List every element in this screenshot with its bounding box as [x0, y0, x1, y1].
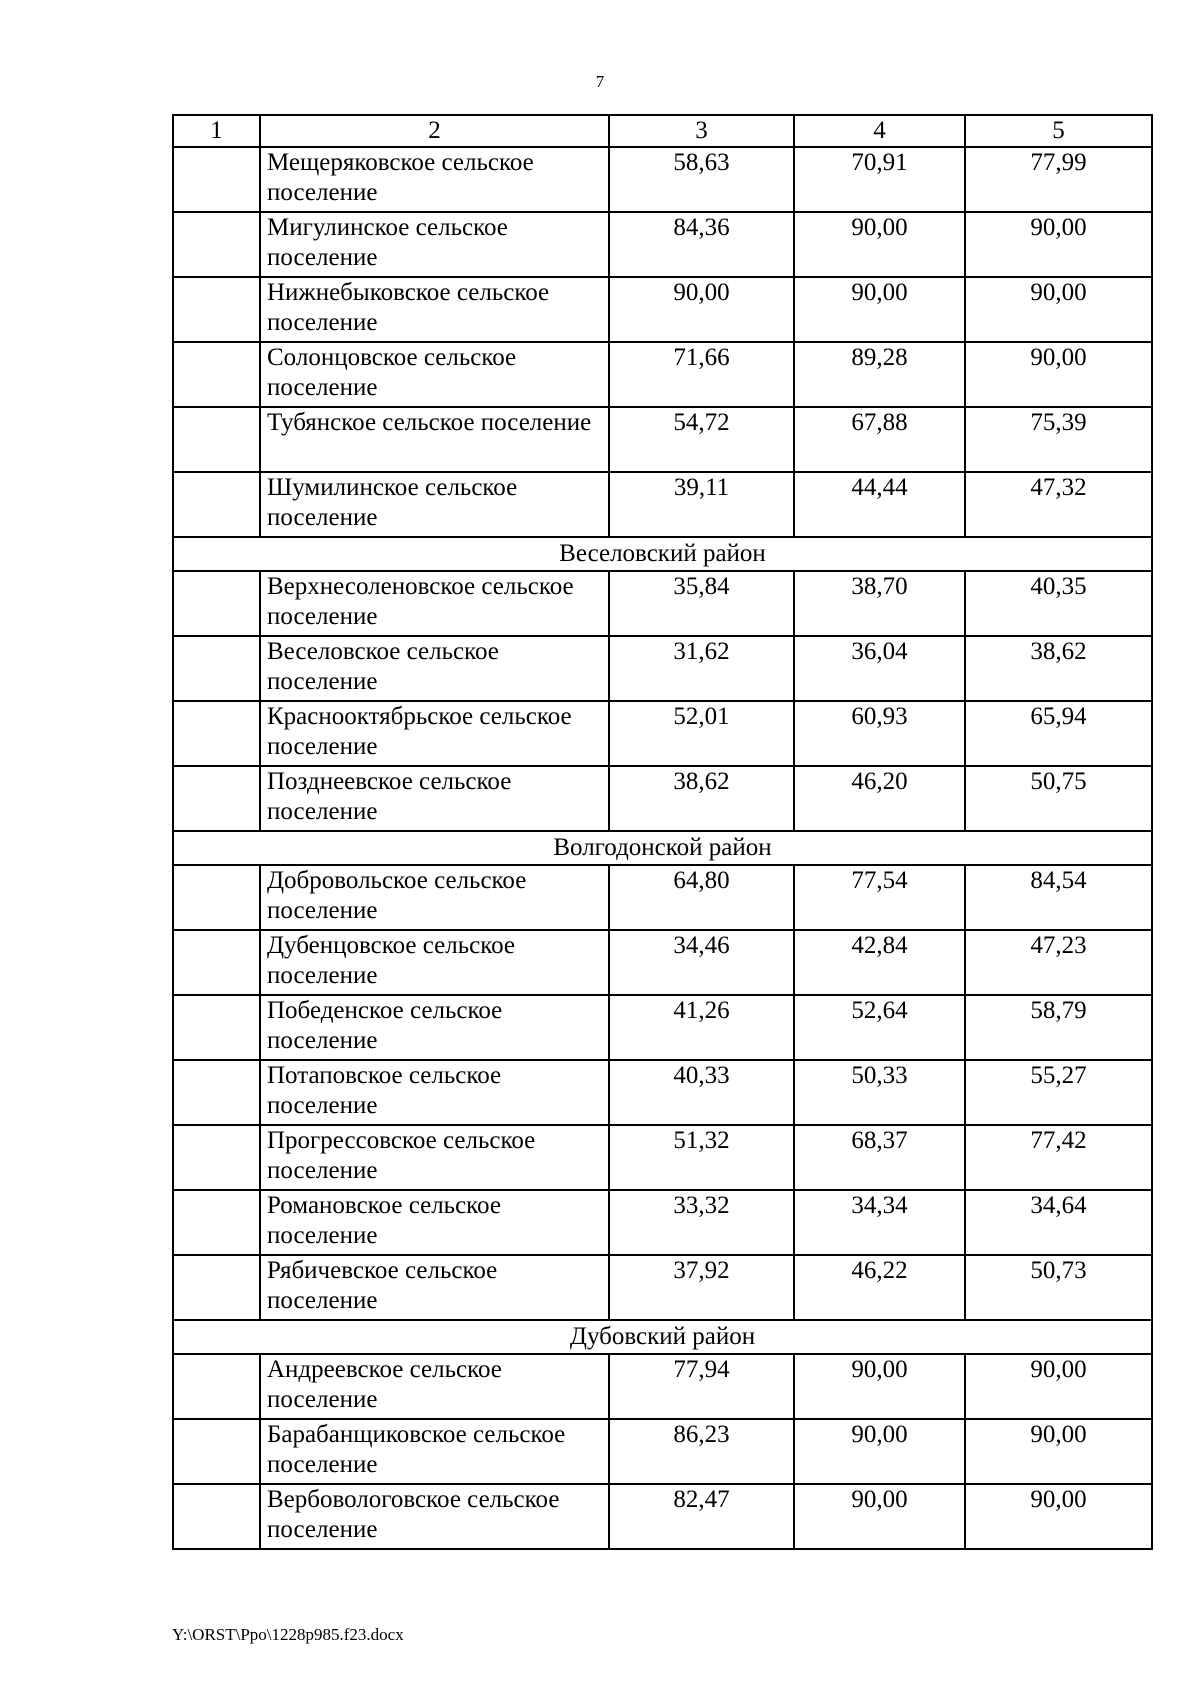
value-cell-v4: 89,28: [794, 342, 965, 407]
row-index-cell: [173, 277, 260, 342]
table-row: [173, 865, 1152, 930]
table-row: [173, 212, 1152, 277]
value-cell-v4: 34,34: [794, 1190, 965, 1255]
table-row: [173, 636, 1152, 701]
value-cell-v4: 90,00: [794, 212, 965, 277]
table-row: [173, 766, 1152, 831]
column-header: 5: [965, 115, 1152, 147]
value-cell-v5: 38,62: [965, 636, 1152, 701]
value-cell-v4: 46,22: [794, 1255, 965, 1320]
table-row: [173, 995, 1152, 1060]
value-cell-v4: 67,88: [794, 407, 965, 472]
value-cell-v4: 68,37: [794, 1125, 965, 1190]
settlement-name-cell: Победенское сельское поселение: [260, 995, 609, 1060]
value-cell-v5: 50,73: [965, 1255, 1152, 1320]
section-title: Веселовский район: [173, 537, 1152, 571]
row-index-cell: [173, 472, 260, 537]
value-cell-v3: 40,33: [609, 1060, 794, 1125]
table-row: [173, 147, 1152, 212]
settlement-name-cell: Нижнебыковское сельское поселение: [260, 277, 609, 342]
value-cell-v3: 39,11: [609, 472, 794, 537]
value-cell-v4: 46,20: [794, 766, 965, 831]
table-header-row: [173, 115, 1152, 147]
value-cell-v3: 84,36: [609, 212, 794, 277]
value-cell-v5: 47,23: [965, 930, 1152, 995]
row-index-cell: [173, 1125, 260, 1190]
value-cell-v5: 50,75: [965, 766, 1152, 831]
value-cell-v5: 40,35: [965, 571, 1152, 636]
table-row: [173, 1484, 1152, 1549]
value-cell-v5: 75,39: [965, 407, 1152, 472]
table-row: [173, 1354, 1152, 1419]
value-cell-v5: 77,42: [965, 1125, 1152, 1190]
value-cell-v3: 34,46: [609, 930, 794, 995]
value-cell-v3: 90,00: [609, 277, 794, 342]
value-cell-v3: 35,84: [609, 571, 794, 636]
row-index-cell: [173, 1255, 260, 1320]
value-cell-v3: 41,26: [609, 995, 794, 1060]
value-cell-v5: 90,00: [965, 342, 1152, 407]
table-row: [173, 277, 1152, 342]
row-index-cell: [173, 212, 260, 277]
value-cell-v3: 54,72: [609, 407, 794, 472]
row-index-cell: [173, 865, 260, 930]
value-cell-v5: 55,27: [965, 1060, 1152, 1125]
value-cell-v3: 33,32: [609, 1190, 794, 1255]
settlement-name-cell: Мигулинское сельское поселение: [260, 212, 609, 277]
row-index-cell: [173, 995, 260, 1060]
row-index-cell: [173, 766, 260, 831]
column-header: 1: [173, 115, 260, 147]
value-cell-v4: 90,00: [794, 1419, 965, 1484]
value-cell-v5: 34,64: [965, 1190, 1152, 1255]
table-row: [173, 701, 1152, 766]
settlement-name-cell: Мещеряковское сельское поселение: [260, 147, 609, 212]
row-index-cell: [173, 342, 260, 407]
column-header: 3: [609, 115, 794, 147]
row-index-cell: [173, 636, 260, 701]
table-row: [173, 571, 1152, 636]
value-cell-v3: 71,66: [609, 342, 794, 407]
value-cell-v4: 90,00: [794, 1484, 965, 1549]
settlement-name-cell: Добровольское сельское поселение: [260, 865, 609, 930]
settlement-name-cell: Тубянское сельское поселение: [260, 407, 609, 472]
value-cell-v4: 36,04: [794, 636, 965, 701]
table-row: [173, 930, 1152, 995]
value-cell-v3: 38,62: [609, 766, 794, 831]
section-row: [173, 537, 1152, 571]
column-header: 2: [260, 115, 609, 147]
table-row: [173, 1125, 1152, 1190]
table-row: [173, 1419, 1152, 1484]
row-index-cell: [173, 571, 260, 636]
row-index-cell: [173, 1419, 260, 1484]
value-cell-v4: 38,70: [794, 571, 965, 636]
row-index-cell: [173, 1190, 260, 1255]
page-number: 7: [595, 72, 605, 91]
value-cell-v4: 70,91: [794, 147, 965, 212]
value-cell-v3: 31,62: [609, 636, 794, 701]
table-row: [173, 1060, 1152, 1125]
settlement-name-cell: Краснооктябрьское сельское поселение: [260, 701, 609, 766]
value-cell-v5: 90,00: [965, 212, 1152, 277]
value-cell-v5: 90,00: [965, 1484, 1152, 1549]
value-cell-v5: 90,00: [965, 1419, 1152, 1484]
row-index-cell: [173, 147, 260, 212]
settlement-name-cell: Солонцовское сельское поселение: [260, 342, 609, 407]
value-cell-v4: 52,64: [794, 995, 965, 1060]
row-index-cell: [173, 1354, 260, 1419]
value-cell-v5: 47,32: [965, 472, 1152, 537]
section-title: Дубовский район: [173, 1320, 1152, 1354]
section-row: [173, 1320, 1152, 1354]
value-cell-v5: 65,94: [965, 701, 1152, 766]
value-cell-v5: 90,00: [965, 1354, 1152, 1419]
table-row: [173, 407, 1152, 472]
value-cell-v4: 60,93: [794, 701, 965, 766]
value-cell-v3: 51,32: [609, 1125, 794, 1190]
value-cell-v3: 86,23: [609, 1419, 794, 1484]
settlement-name-cell: Вербовологовское сельское поселение: [260, 1484, 609, 1549]
row-index-cell: [173, 930, 260, 995]
settlement-name-cell: Веселовское сельское поселение: [260, 636, 609, 701]
value-cell-v3: 52,01: [609, 701, 794, 766]
settlement-name-cell: Прогрессовское сельское поселение: [260, 1125, 609, 1190]
row-index-cell: [173, 1060, 260, 1125]
row-index-cell: [173, 701, 260, 766]
settlement-name-cell: Дубенцовское сельское поселение: [260, 930, 609, 995]
table-row: [173, 472, 1152, 537]
table-row: [173, 1255, 1152, 1320]
value-cell-v3: 58,63: [609, 147, 794, 212]
section-title: Волгодонской район: [173, 831, 1152, 865]
value-cell-v5: 77,99: [965, 147, 1152, 212]
value-cell-v4: 44,44: [794, 472, 965, 537]
value-cell-v3: 77,94: [609, 1354, 794, 1419]
value-cell-v5: 84,54: [965, 865, 1152, 930]
data-table: [172, 114, 1153, 1550]
value-cell-v5: 58,79: [965, 995, 1152, 1060]
footer-file-path: Y:\ORST\Ppo\1228p985.f23.docx: [172, 1625, 404, 1644]
settlement-name-cell: Рябичевское сельское поселение: [260, 1255, 609, 1320]
value-cell-v3: 37,92: [609, 1255, 794, 1320]
value-cell-v4: 90,00: [794, 1354, 965, 1419]
value-cell-v3: 64,80: [609, 865, 794, 930]
value-cell-v4: 42,84: [794, 930, 965, 995]
settlement-name-cell: Позднеевское сельское поселение: [260, 766, 609, 831]
value-cell-v4: 90,00: [794, 277, 965, 342]
table-row: [173, 342, 1152, 407]
settlement-name-cell: Барабанщиковское сельское поселение: [260, 1419, 609, 1484]
settlement-name-cell: Романовское сельское поселение: [260, 1190, 609, 1255]
value-cell-v5: 90,00: [965, 277, 1152, 342]
value-cell-v4: 50,33: [794, 1060, 965, 1125]
settlement-name-cell: Верхнесоленовское сельское поселение: [260, 571, 609, 636]
settlement-name-cell: Андреевское сельское поселение: [260, 1354, 609, 1419]
settlement-name-cell: Шумилинское сельское поселение: [260, 472, 609, 537]
value-cell-v4: 77,54: [794, 865, 965, 930]
column-header: 4: [794, 115, 965, 147]
row-index-cell: [173, 1484, 260, 1549]
settlement-name-cell: Потаповское сельское поселение: [260, 1060, 609, 1125]
value-cell-v3: 82,47: [609, 1484, 794, 1549]
table-body: [173, 147, 1152, 1549]
section-row: [173, 831, 1152, 865]
row-index-cell: [173, 407, 260, 472]
table-row: [173, 1190, 1152, 1255]
